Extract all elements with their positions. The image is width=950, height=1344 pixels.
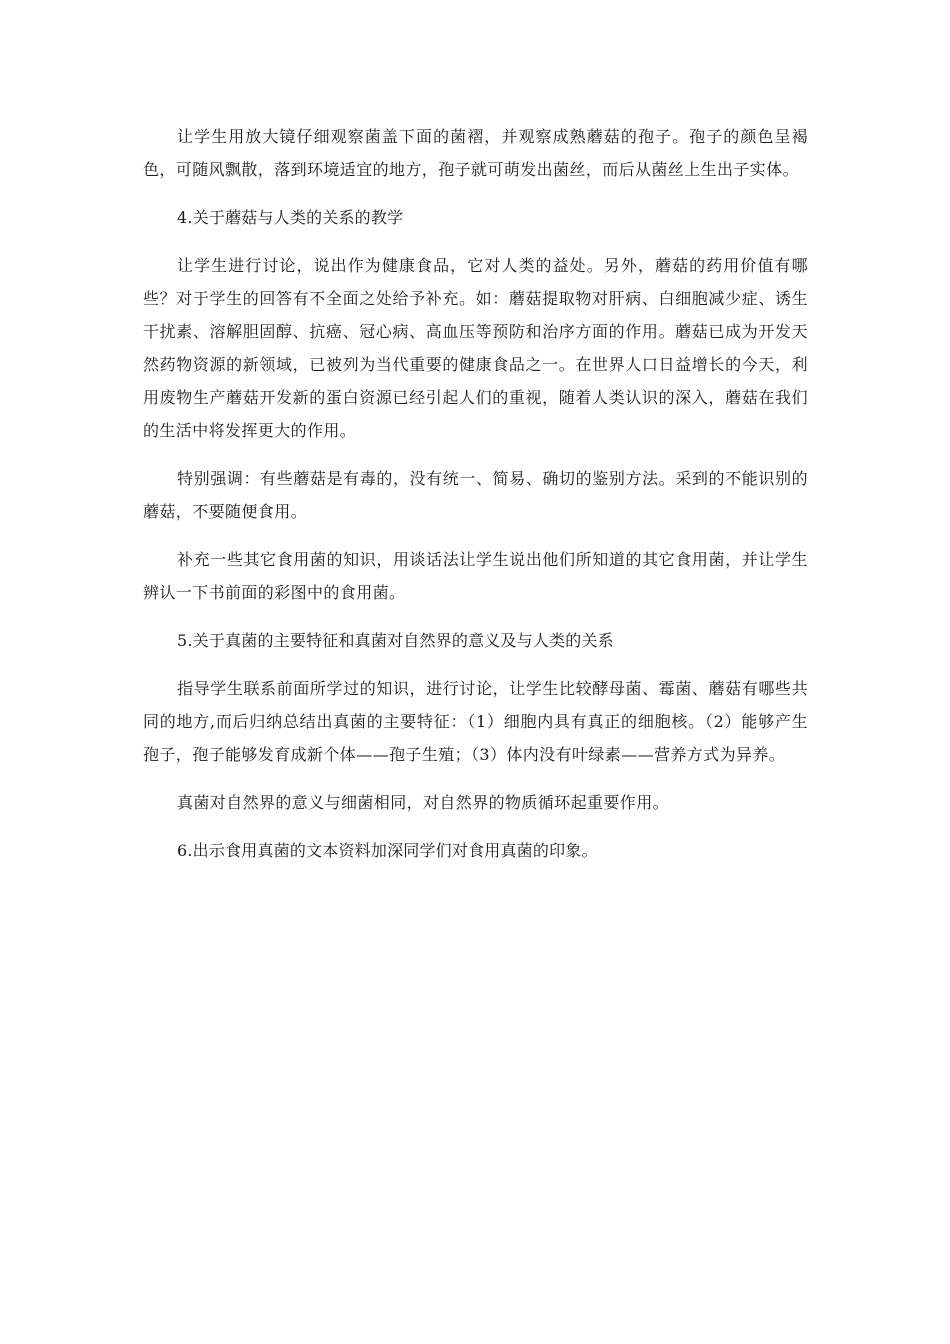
paragraph-spore-observation: 让学生用放大镜仔细观察菌盖下面的菌褶，并观察成熟蘑菇的孢子。孢子的颜色呈褐色，可随风飘散，落到环境适宜的地方，孢子就可萌发出菌丝，而后从菌丝上生出子实体。 — [143, 127, 808, 179]
section-heading-6: 6.出示食用真菌的文本资料加深同学们对食用真菌的印象。 — [177, 841, 598, 860]
section-heading-5: 5.关于真菌的主要特征和真菌对自然界的意义及与人类的关系 — [177, 631, 614, 650]
section-heading-4: 4.关于蘑菇与人类的关系的教学 — [177, 208, 404, 227]
paragraph-fungi-features: 指导学生联系前面所学过的知识，进行讨论，让学生比较酵母菌、霉菌、蘑菇有哪些共同的地方,而后归纳总结出真菌的主要特征：（1）细胞内具有真正的细胞核。（2）能够产生孢子，孢子能够发育成新个体——孢子生殖；（3）体内没有叶绿素——营养方式为异养。 — [143, 679, 808, 764]
paragraph-mushroom-benefits: 让学生进行讨论，说出作为健康食品，它对人类的益处。另外，蘑菇的药用价值有哪些？对于学生的回答有不全面之处给予补充。如：蘑菇提取物对肝病、白细胞减少症、诱生干扰素、溶解胆固醇、抗癌、冠心病、高血压等预防和治序方面的作用。蘑菇已成为开发天然药物资源的新领域，已被列为当代重要的健康食品之一。在世界人口日益增长的今天，利用废物生产蘑菇开发新的蛋白资源已经引起人们的重视，随着人类认识的深入，蘑菇在我们的生活中将发挥更大的作用。 — [143, 256, 808, 440]
paragraph-edible-fungi: 补充一些其它食用菌的知识，用谈话法让学生说出他们所知道的其它食用菌，并让学生辨认一下书前面的彩图中的食用菌。 — [143, 550, 808, 602]
paragraph-fungi-significance: 真菌对自然界的意义与细菌相同，对自然界的物质循环起重要作用。 — [177, 793, 670, 812]
paragraph-poison-warning: 特别强调：有些蘑菇是有毒的，没有统一、简易、确切的鉴别方法。采到的不能识别的蘑菇，不要随便食用。 — [143, 469, 808, 521]
document-body — [143, 120, 808, 882]
